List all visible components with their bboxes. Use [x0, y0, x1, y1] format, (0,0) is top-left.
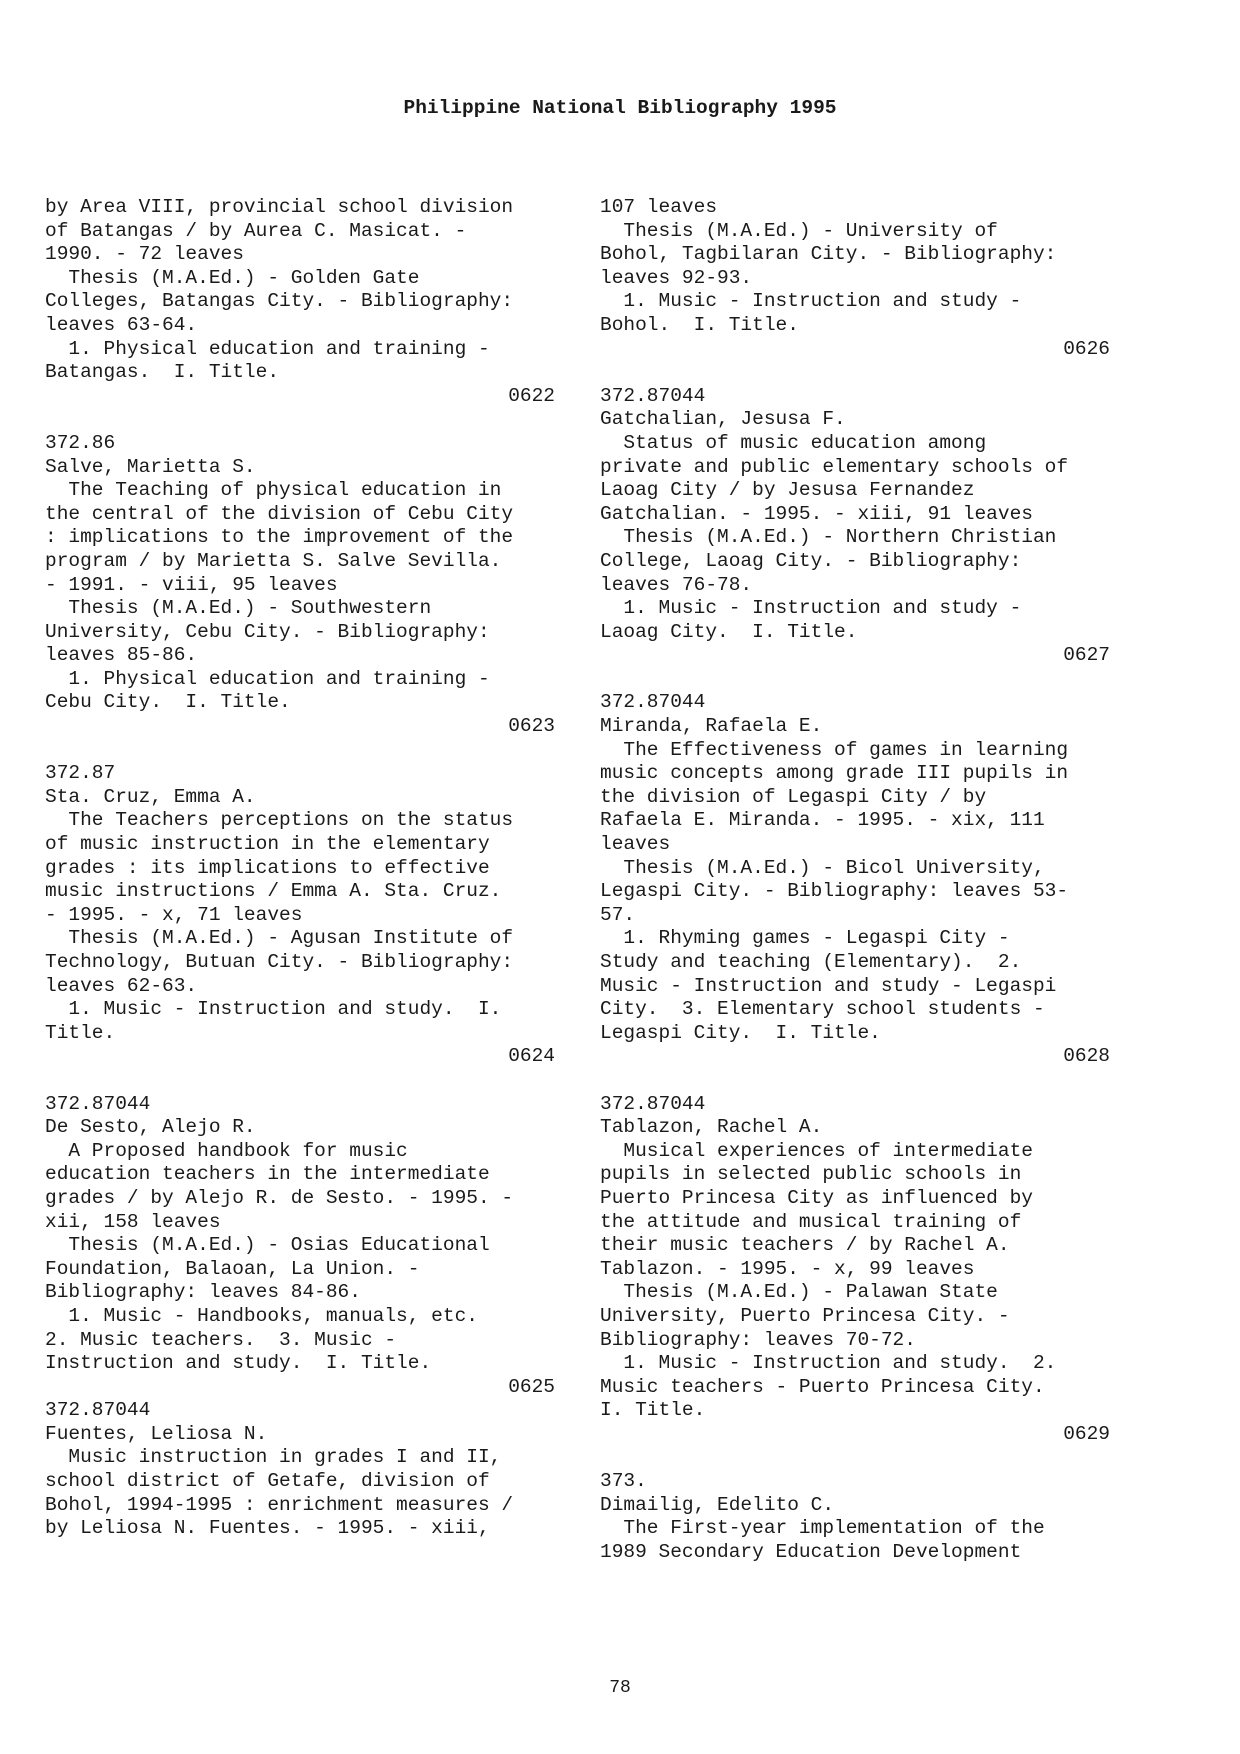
- bibliography-line: Miranda, Rafaela E.: [600, 715, 823, 738]
- page-title: Philippine National Bibliography 1995: [403, 97, 837, 119]
- bibliography-line: Technology, Butuan City. - Bibliography:: [45, 951, 514, 973]
- bibliography-line: Thesis (M.A.Ed.) - University of: [600, 219, 998, 242]
- bibliography-line: Bohol, Tagbilaran City. - Bibliography:: [600, 243, 1057, 266]
- bibliography-line: education teachers in the intermediate: [45, 1163, 490, 1186]
- bibliography-line: Thesis (M.A.Ed.) - Northern Christian: [600, 526, 1057, 549]
- bibliography-line: Thesis (M.A.Ed.) - Palawan State: [600, 1281, 998, 1304]
- bibliography-line: Laoag City / by Jesusa Fernandez: [600, 479, 975, 502]
- bibliography-line: 372.87044: [45, 1092, 151, 1115]
- bibliography-line: Study and teaching (Elementary). 2.: [600, 951, 1022, 973]
- bibliography-line: 372.87044: [600, 691, 706, 714]
- entry-number: 0625: [508, 1375, 555, 1398]
- bibliography-line: - 1995. - x, 71 leaves: [45, 903, 303, 926]
- bibliography-line: Legaspi City. I. Title.: [600, 1021, 881, 1044]
- bibliography-line: Music teachers - Puerto Princesa City.: [600, 1375, 1045, 1398]
- bibliography-line: City. 3. Elementary school students -: [600, 998, 1045, 1021]
- bibliography-line: Instruction and study. I. Title.: [45, 1352, 432, 1375]
- bibliography-line: 373.: [600, 1470, 647, 1493]
- bibliography-line: Thesis (M.A.Ed.) - Agusan Institute of: [45, 927, 514, 950]
- bibliography-line: the division of Legaspi City / by: [600, 785, 987, 808]
- bibliography-line: 372.87044: [45, 1399, 151, 1422]
- bibliography-line: of music instruction in the elementary: [45, 833, 490, 856]
- right-column: [600, 196, 1110, 1564]
- bibliography-line: A Proposed handbook for music: [45, 1139, 408, 1162]
- bibliography-line: [45, 408, 555, 432]
- bibliography-line: Bohol. I. Title.: [600, 313, 799, 336]
- entry-number: 0627: [1063, 644, 1110, 667]
- entry-number: 0622: [508, 384, 555, 407]
- entry-number: 0628: [1063, 1045, 1110, 1068]
- bibliography-line: leaves 63-64.: [45, 313, 198, 336]
- bibliography-line: program / by Marietta S. Salve Sevilla.: [45, 549, 502, 572]
- bibliography-line: University, Cebu City. - Bibliography:: [45, 620, 490, 643]
- bibliography-line: [600, 361, 1110, 385]
- bibliography-line: grades : its implications to effective: [45, 856, 490, 879]
- bibliography-line: music concepts among grade III pupils in: [600, 762, 1069, 785]
- bibliography-line: Dimailig, Edelito C.: [600, 1493, 835, 1516]
- bibliography-line: [600, 1069, 1110, 1093]
- bibliography-line: [600, 668, 1110, 692]
- bibliography-line: Thesis (M.A.Ed.) - Osias Educational: [45, 1234, 490, 1257]
- bibliography-line: The Teaching of physical education in: [45, 479, 502, 502]
- bibliography-line: the central of the division of Cebu City: [45, 502, 514, 525]
- bibliography-line: school district of Getafe, division of: [45, 1470, 490, 1493]
- bibliography-line: Fuentes, Leliosa N.: [45, 1422, 268, 1445]
- bibliography-line: leaves 85-86.: [45, 644, 198, 667]
- bibliography-line: Status of music education among: [600, 431, 987, 454]
- bibliography-line: 372.87: [45, 762, 116, 785]
- entry-number: 0626: [1063, 337, 1110, 360]
- bibliography-line: 2. Music teachers. 3. Music -: [45, 1328, 397, 1351]
- bibliography-line: pupils in selected public schools in: [600, 1163, 1022, 1186]
- bibliography-line: [45, 1069, 555, 1093]
- bibliography-line: leaves: [600, 833, 671, 856]
- bibliography-line: [45, 739, 555, 763]
- bibliography-line: Musical experiences of intermediate: [600, 1139, 1033, 1162]
- bibliography-line: leaves 62-63.: [45, 974, 198, 997]
- bibliography-line: Legaspi City. - Bibliography: leaves 53-: [600, 880, 1069, 903]
- bibliography-line: Puerto Princesa City as influenced by: [600, 1186, 1033, 1209]
- bibliography-line: 1. Music - Instruction and study -: [600, 597, 1022, 620]
- bibliography-line: : implications to the improvement of the: [45, 526, 514, 549]
- bibliography-line: Bibliography: leaves 70-72.: [600, 1328, 916, 1351]
- bibliography-line: 1989 Secondary Education Development: [600, 1540, 1022, 1563]
- bibliography-line: 1990. - 72 leaves: [45, 243, 244, 266]
- bibliography-line: 372.86: [45, 431, 116, 454]
- bibliography-line: Rafaela E. Miranda. - 1995. - xix, 111: [600, 809, 1045, 832]
- bibliography-line: of Batangas / by Aurea C. Masicat. -: [45, 219, 467, 242]
- bibliography-line: Thesis (M.A.Ed.) - Golden Gate: [45, 266, 420, 289]
- bibliography-line: I. Title.: [600, 1399, 706, 1422]
- bibliography-line: xii, 158 leaves: [45, 1210, 221, 1233]
- bibliography-line: the attitude and musical training of: [600, 1210, 1022, 1233]
- bibliography-line: College, Laoag City. - Bibliography:: [600, 549, 1022, 572]
- bibliography-line: by Area VIII, provincial school division: [45, 196, 514, 218]
- bibliography-line: their music teachers / by Rachel A.: [600, 1234, 1010, 1257]
- bibliography-line: Gatchalian. - 1995. - xiii, 91 leaves: [600, 502, 1033, 525]
- bibliography-line: grades / by Alejo R. de Sesto. - 1995. -: [45, 1186, 514, 1209]
- bibliography-line: 1. Music - Instruction and study. 2.: [600, 1352, 1057, 1375]
- bibliography-line: leaves 76-78.: [600, 573, 753, 596]
- bibliography-line: - 1991. - viii, 95 leaves: [45, 573, 338, 596]
- bibliography-line: 1. Rhyming games - Legaspi City -: [600, 927, 1010, 950]
- bibliography-line: Cebu City. I. Title.: [45, 691, 291, 714]
- bibliography-line: 1. Physical education and training -: [45, 667, 490, 690]
- bibliography-line: leaves 92-93.: [600, 266, 753, 289]
- bibliography-line: Batangas. I. Title.: [45, 361, 280, 384]
- page-number: 78: [609, 1678, 631, 1698]
- bibliography-line: music instructions / Emma A. Sta. Cruz.: [45, 880, 502, 903]
- bibliography-line: [600, 1446, 1110, 1470]
- bibliography-line: The Teachers perceptions on the status: [45, 809, 514, 832]
- bibliography-line: Music instruction in grades I and II,: [45, 1446, 502, 1469]
- bibliography-line: Thesis (M.A.Ed.) - Bicol University,: [600, 856, 1045, 879]
- entry-number: 0629: [1063, 1422, 1110, 1445]
- left-column: [45, 196, 555, 1541]
- bibliography-line: 1. Physical education and training -: [45, 337, 490, 360]
- bibliography-line: 372.87044: [600, 384, 706, 407]
- bibliography-line: The Effectiveness of games in learning: [600, 738, 1069, 761]
- bibliography-line: Title.: [45, 1021, 116, 1044]
- bibliography-line: Sta. Cruz, Emma A.: [45, 785, 256, 808]
- bibliography-line: The First-year implementation of the: [600, 1517, 1045, 1540]
- bibliography-line: Bibliography: leaves 84-86.: [45, 1281, 361, 1304]
- bibliography-line: 57.: [600, 903, 636, 926]
- bibliography-line: University, Puerto Princesa City. -: [600, 1304, 1010, 1327]
- bibliography-line: Thesis (M.A.Ed.) - Southwestern: [45, 597, 432, 620]
- bibliography-line: Tablazon. - 1995. - x, 99 leaves: [600, 1257, 975, 1280]
- bibliography-line: 1. Music - Instruction and study -: [600, 290, 1022, 313]
- entry-number: 0624: [508, 1045, 555, 1068]
- bibliography-line: Laoag City. I. Title.: [600, 620, 858, 643]
- bibliography-line: Colleges, Batangas City. - Bibliography:: [45, 290, 514, 313]
- bibliography-line: 107 leaves: [600, 196, 718, 218]
- bibliography-line: Foundation, Balaoan, La Union. -: [45, 1257, 420, 1280]
- bibliography-line: Gatchalian, Jesusa F.: [600, 408, 846, 431]
- bibliography-line: Tablazon, Rachel A.: [600, 1116, 823, 1139]
- bibliography-line: 1. Music - Instruction and study. I.: [45, 998, 502, 1021]
- entry-number: 0623: [508, 715, 555, 738]
- bibliography-line: 1. Music - Handbooks, manuals, etc.: [45, 1304, 478, 1327]
- bibliography-line: Bohol, 1994-1995 : enrichment measures /: [45, 1493, 514, 1516]
- bibliography-line: by Leliosa N. Fuentes. - 1995. - xiii,: [45, 1517, 490, 1540]
- bibliography-line: 372.87044: [600, 1092, 706, 1115]
- bibliography-line: Salve, Marietta S.: [45, 455, 256, 478]
- bibliography-line: Music - Instruction and study - Legaspi: [600, 974, 1057, 997]
- bibliography-line: De Sesto, Alejo R.: [45, 1116, 256, 1139]
- bibliography-line: private and public elementary schools of: [600, 455, 1069, 478]
